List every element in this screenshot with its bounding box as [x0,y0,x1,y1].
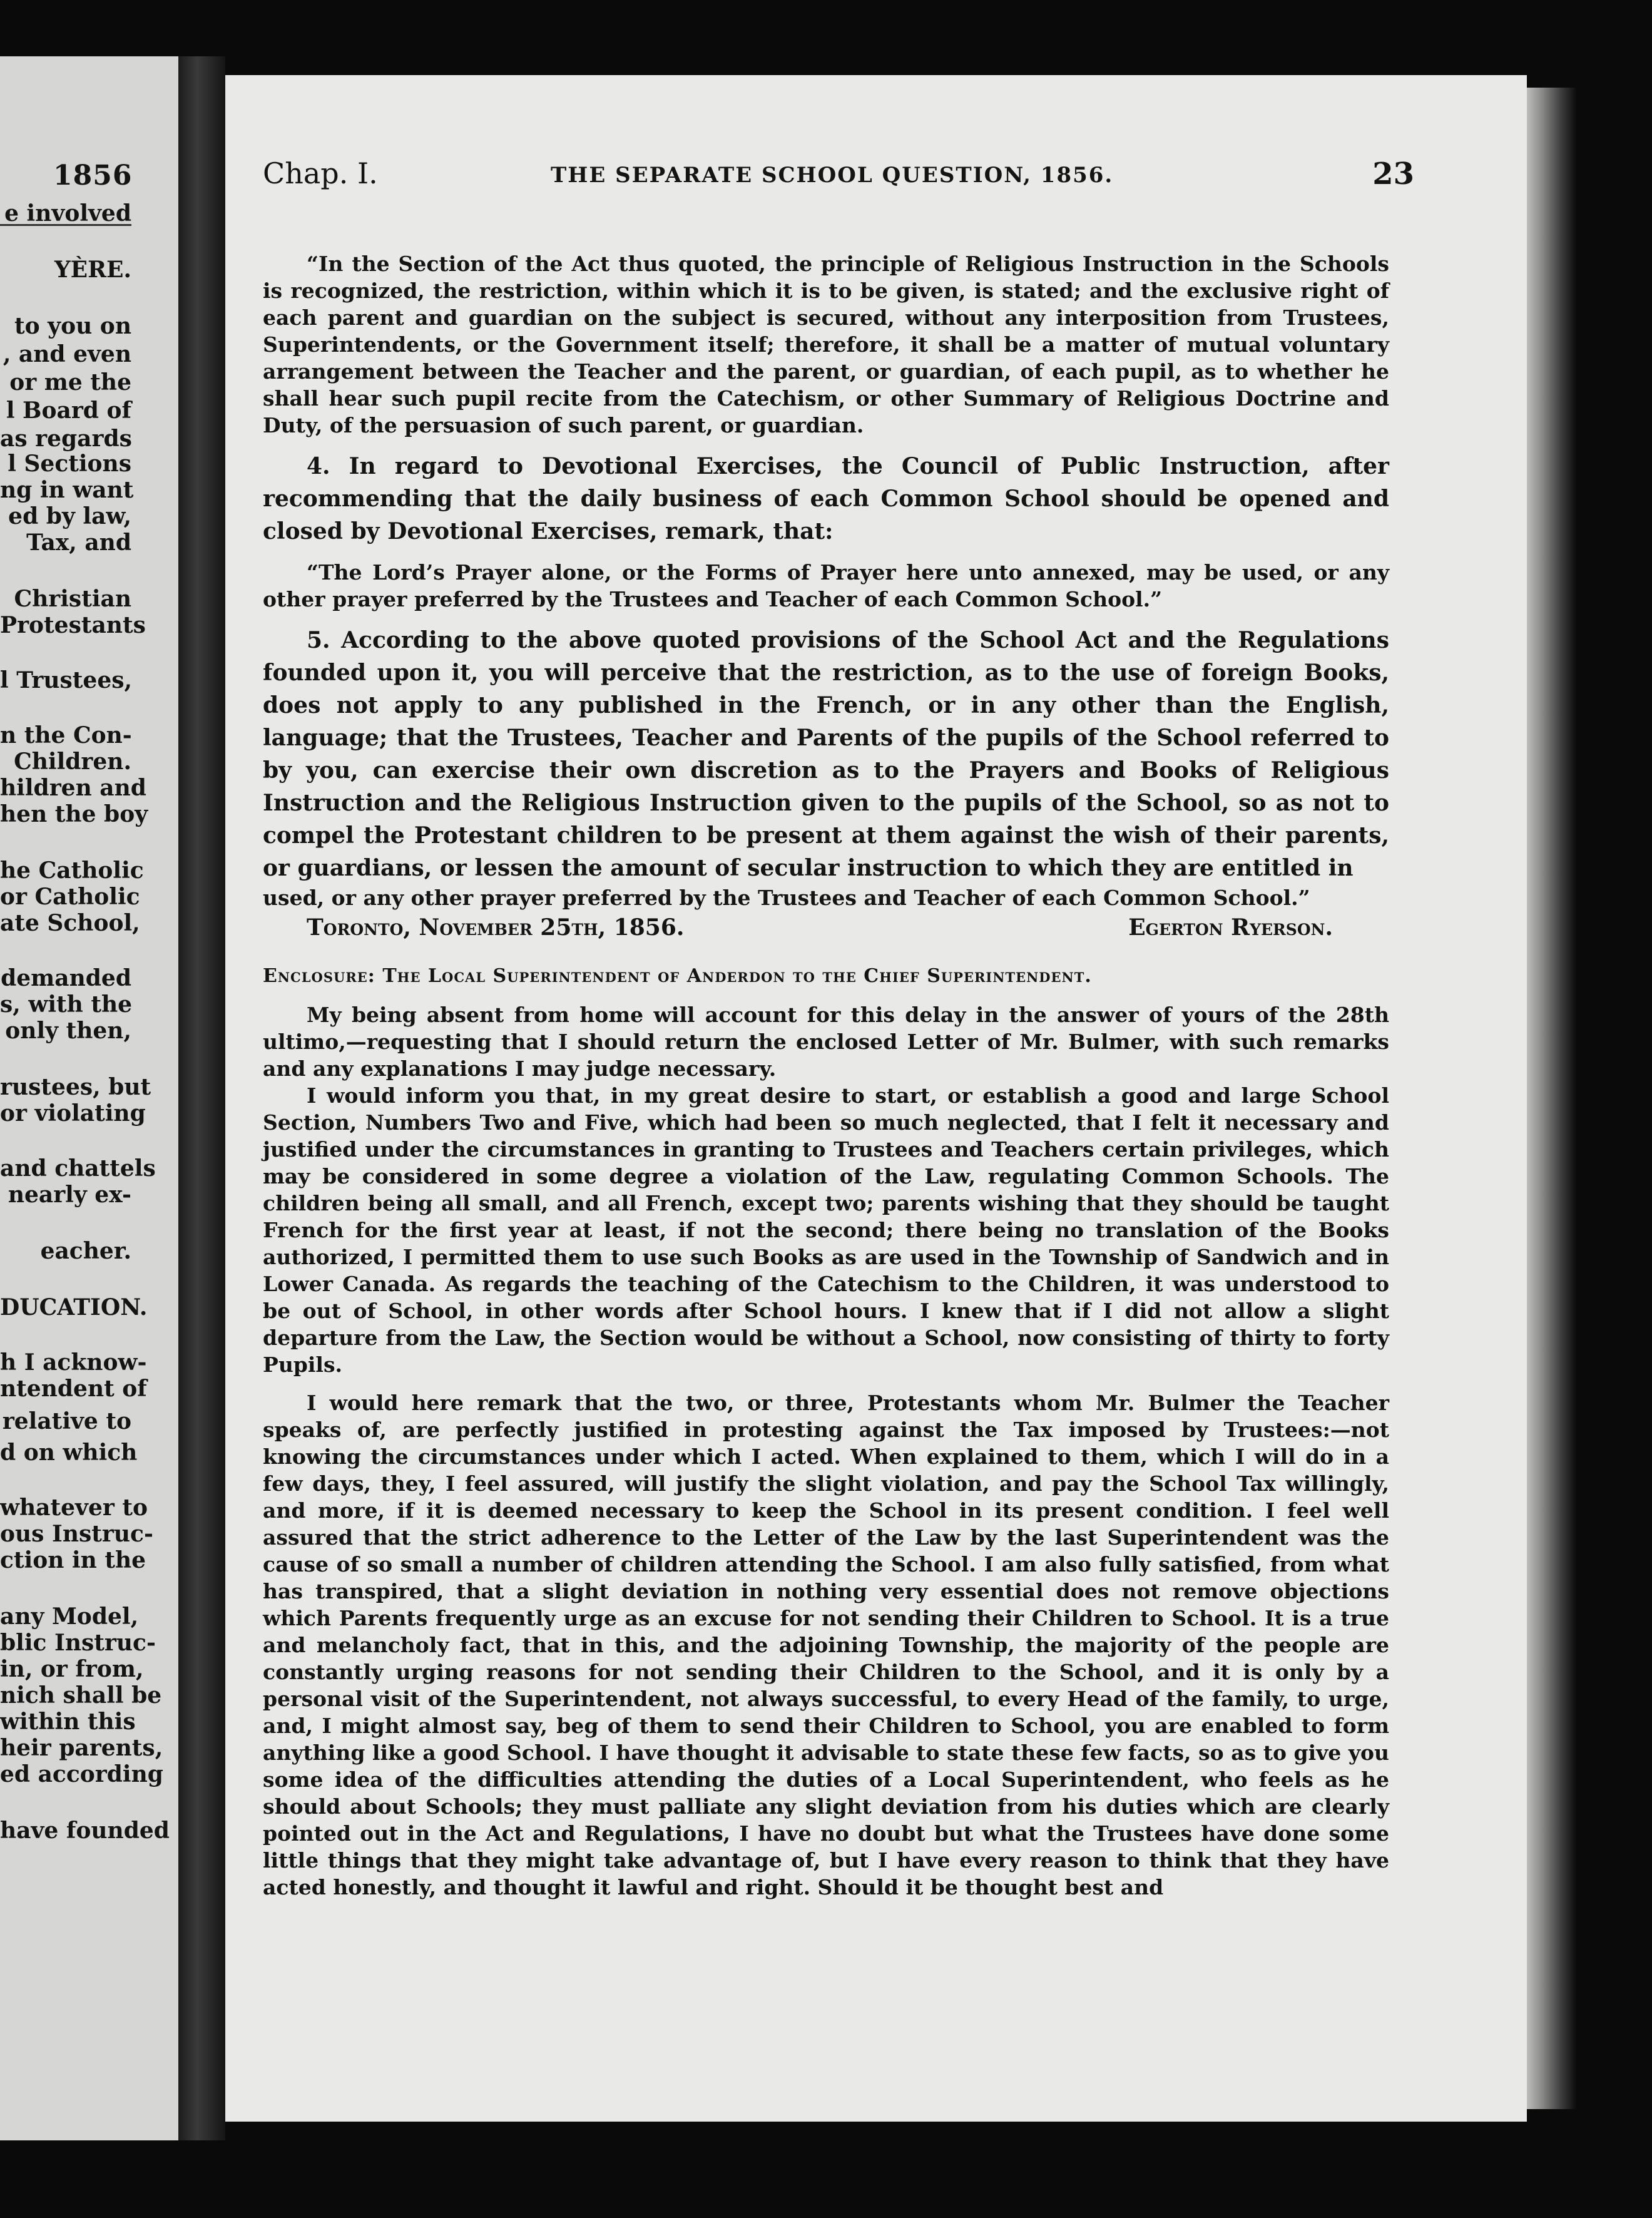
page-edge-shadow [1527,88,1577,2109]
chapter-label: Chap. I. [263,156,378,190]
paragraph-foreign-books: 5. According to the above quoted provisions of the School Act and the Regulations founded upon it, you will perceive that the restriction, as to the use of foreign Books, does not apply to any published in the French, or in any other than the English, language; that the Trustees, Teacher and Parents of the pupils of the School referred to by you, can exercise their own discretion as to the Prayers and Books of Religious Instruction and the Religious Instruction given to the pupils of the School, so as not to compel the Protestant children to be present at them against the wish of their parents, or guardians, or lessen the amount of secular instruction to which they are entitled in [263,627,1389,881]
left-page-line: Tax, and [26,529,131,556]
right-page [225,75,1527,2122]
left-page-line: only then, [5,1018,131,1044]
left-page-line: ous Instruc- [0,1521,153,1547]
left-page-line: whatever to [0,1495,148,1521]
left-page-line: to you on [14,313,131,339]
letter-paragraph-1: My being absent from home will account for this delay in the answer of yours of the 28th ultimo,—requesting that I should return the enclosed Letter of Mr. Bulmer, with such remarks and any explanations I may judge necessary. [263,1003,1389,1081]
quoted-paragraph-repeat: used, or any other prayer preferred by the Trustees and Teacher of each Common School.” [263,886,1310,910]
left-page-line: heir parents, [0,1735,163,1761]
left-page-line: ction in the [0,1547,146,1573]
left-page-line: or Catholic [0,884,140,910]
letter-paragraph-2: I would inform you that, in my great desire to start, or establish a good and large School Section, Numbers Two and Five, which had been so much neglected, that I felt it necessary and justified under the circumstances in granting to Trustees and Teachers certain privileges, which may be considered in some degree a violation of the Law, regulating Common Schools. The children being all small, and all French, except two; parents wishing that they should be taught French for the first year at least, if not the second; there being no translation of the Books authorized, I permitted them to use such Books as are used in the Township of Sandwich and in Lower Canada. As regards the teaching of the Catechism to the Children, it was understood to be out of School, in other words after School hours. I knew that if I did not allow a slight departure from the Law, the Section would be without a School, now consisting of thirty to forty Pupils. [263,1083,1389,1377]
signature-name: Egerton Ryerson. [1128,914,1333,941]
left-page-year: 1856 [53,160,133,192]
left-page-line: YÈRE. [54,257,131,283]
left-page-line: relative to [2,1408,131,1434]
left-page-line: hen the boy [0,801,148,827]
left-page-line: l Board of [6,397,131,424]
left-page-line: l Trustees, [0,667,133,693]
letter-paragraph-3: I would here remark that the two, or three, Protestants whom Mr. Bulmer the Teacher speaks of, are perfectly justified in protesting against the Tax imposed by Trustees:—not knowing the circumstances under which I acted. When explained to them, which I will do in a few days, they, I feel assured, will justify the slight violation, and pay the School Tax willingly, and more, if it is deemed necessary to keep the School in its present condition. I feel well assured that the strict adherence to the Letter of the Law by the last Superintendent was the cause of so small a number of children attending the School. I am also fully satisfied, from what has transpired, that a slight deviation in nothing very essential does not remove objections which Parents frequently urge as an excuse for not sending their Children to School. It is a true and melancholy fact, that in this, and the adjoining Township, the majority of the people are constantly urging reasons for not sending their Children to the School, and it is only by a personal visit of the Superintendent, not always successful, to every Head of the family, to urge, and, I might almost say, beg of them to send their Children to School, you are enabled to form anything like a good School. I have thought it advisable to state these few facts, so as to give you some idea of the difficulties attending the duties of a Local Superintendent, who feels as he should about Schools; they must palliate any slight deviation from his duties which are clearly pointed out in the Act and Regulations, I have no doubt but what the Trustees have done some little things that they might take advantage of, but I have every reason to think that they have acted honestly, and thought it lawful and right. Should it be thought best and [263,1391,1389,1899]
running-title: THE SEPARATE SCHOOL QUESTION, 1856. [551,163,1114,188]
book-gutter [178,56,225,2140]
left-page-line: in, or from, [0,1656,144,1682]
signature-place-date: Toronto, November 25th, 1856. [307,914,685,941]
left-page-line: , and even [3,341,131,367]
enclosure-label: Enclosure: [263,965,375,987]
left-facing-page [0,56,178,2140]
left-page-line: Children. [14,749,131,775]
left-page-line: any Model, [0,1603,139,1630]
enclosure-title: The Local Superintendent of Anderdon to the Chief Superintendent. [382,965,1092,987]
enclosure-heading [263,963,1389,990]
left-page-line: have founded [0,1817,170,1844]
left-page-line: Protestants [0,612,146,638]
left-page-line: demanded [1,965,131,991]
page-number: 23 [1372,156,1414,192]
left-page-line: blic Instruc- [0,1630,156,1656]
left-page-line: ed according [0,1761,163,1787]
left-page-line: ate School, [0,910,140,936]
left-page-line: ntendent of [0,1376,147,1402]
left-page-line: Christian [14,586,131,612]
left-page-line: nich shall be [0,1682,162,1709]
left-page-line: he Catholic [0,857,144,884]
left-page-line: as regards [0,426,132,452]
paragraph-devotional-exercises: 4. In regard to Devotional Exercises, the Council of Public Instruction, after recommending that the daily business of each Common School should be opened and closed by Devotional Exercises, remark, that: [263,453,1389,544]
left-page-line: within this [0,1709,136,1735]
left-page-line: e involved [4,200,131,227]
left-page-line: DUCATION. [0,1294,148,1321]
left-page-line: n the Con- [0,722,132,749]
signature-line [263,911,1389,944]
left-page-line: eacher. [40,1238,131,1264]
page-body [263,250,1389,1901]
left-page-line: hildren and [0,775,146,801]
left-page-line: or me the [9,369,131,396]
left-page-line: or violating [0,1100,146,1127]
quoted-paragraph-religious-instruction: “In the Section of the Act thus quoted, the principle of Religious Instruction in the Schools is recognized, the restriction, within which it is to be given, is stated; and the exclusive right of each parent and guardian on the subject is secured, without any interposition from Trustees, Superintendents, or the Government itself; therefore, it shall be a matter of mutual voluntary arrangement between the Teacher and the parent, or guardian, of each pupil, as to whether he shall hear such pupil recite from the Catechism, or other Summary of Religious Doctrine and Duty, of the persuasion of such parent, or guardian. [263,252,1389,437]
left-page-line: s, with the [0,991,133,1018]
left-page-line: ed by law, [8,503,131,529]
quoted-paragraph-lords-prayer: “The Lord’s Prayer alone, or the Forms of Prayer here unto annexed, may be used, or any other prayer preferred by the Trustees and Teacher of each Common School.” [263,560,1389,611]
page-header [263,156,1414,194]
left-page-line: and chattels [0,1155,156,1182]
left-page-line: nearly ex- [8,1182,131,1208]
left-page-line: rustees, but [0,1074,151,1100]
left-page-line: l Sections [8,451,131,477]
left-page-line: ng in want [0,477,134,503]
left-page-line: h I acknow- [0,1349,147,1376]
left-page-line: d on which [0,1439,138,1466]
